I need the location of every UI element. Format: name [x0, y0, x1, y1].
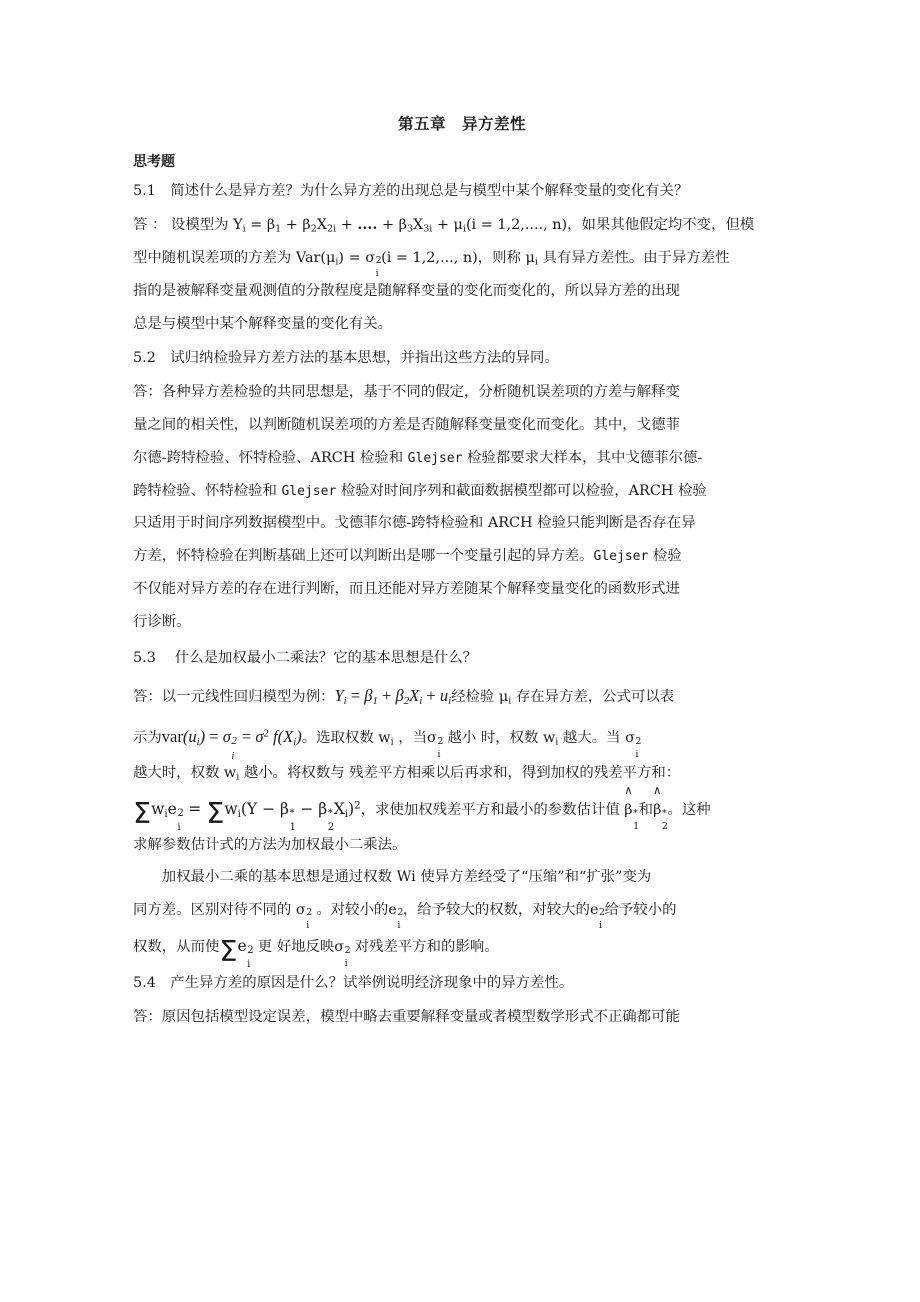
answer-5-1-l2-prefix: 型中随机误差项的方差为	[133, 250, 296, 267]
symbol-w-i-2: $w_i$	[542, 729, 559, 748]
answer-5-1-l2-mid: ，则称	[477, 250, 526, 267]
page-content	[133, 112, 791, 1036]
answer-5-3-l2-d: 越大。当	[558, 729, 626, 746]
answer-5-2-line-5: 只适用于时间序列数据模型中。戈德菲尔德-跨特检验和 ARCH 检验只能判断是否存在异	[133, 515, 696, 532]
formula-simple-regression: $Y_i = \beta_1 + \beta_2X_i + u_i$	[334, 686, 452, 708]
answer-5-3-l1-mid: 经检验	[451, 689, 499, 706]
answer-5-1-line-1	[133, 209, 791, 242]
term-glejser-2: Glejser	[281, 483, 337, 499]
answer-5-2-l6-a: 方差，怀特检验在判断基础上还可以判断出是哪一个变量引起的异方差。	[133, 548, 594, 565]
answer-5-3-l4-and: 和	[638, 801, 654, 818]
answer-5-2-l3-a: 尔德-跨特检验、怀特检验、ARCH 检验和	[133, 449, 408, 466]
formula-variance-5-1: $Var(\mu_i) = \sigma$ 2 i (i = 1,2,..., n)	[295, 250, 478, 280]
answer-5-2-l4-a: 跨特检验、怀特检验和	[133, 482, 282, 499]
section-heading: 思考题	[133, 154, 175, 170]
symbol-sigma-i-sq-3: σ 2 i	[295, 902, 313, 932]
answer-5-4-line-1: 答：原因包括模型设定误差，模型中略去重要解释变量或者模型数学形式不正确都可能	[133, 1009, 680, 1026]
answer-5-3-l2-c: 越小 时，权数	[442, 729, 543, 746]
answer-5-3	[133, 676, 791, 971]
answer-5-3-line-4	[133, 782, 791, 834]
term-glejser-3: Glejser	[593, 549, 649, 565]
symbol-mu-i: $\mu_i$	[525, 250, 538, 268]
formula-var-ui: $var(u_i) = \sigma$ 2 i = $\sigma^2$ $f(X_i)$	[161, 726, 302, 762]
answer-5-3-line-5: 求解参数估计式的方法为加权最小二乘法。	[133, 836, 407, 853]
answer-5-3-l2-prefix: 示为	[133, 729, 162, 746]
symbol-w-i: $w_i$	[378, 729, 394, 748]
answer-5-3-l8-a: 权数，从而使	[133, 939, 220, 956]
symbol-w-i-3: $w_i$	[223, 764, 240, 783]
answer-5-3-l3-b: 越小。将权数与 残差平方相乘以后再求和，得到加权的残差平方和：	[239, 764, 681, 781]
answer-5-3-l2-a: 。选取权数	[301, 729, 379, 746]
answer-5-3-line-8	[133, 927, 791, 971]
symbol-beta-hat-2: ∧ β * 2	[653, 782, 668, 832]
answer-5-1-line-3: 指的是被解释变量观测值的分散程度是随解释变量的变化而变化的，所以异方差的出现	[133, 283, 680, 300]
answer-5-2-l4-b: 检验对时间序列和截面数据模型都可以检验，ARCH 检验	[336, 482, 707, 499]
answer-5-1-line-2	[133, 242, 791, 280]
answer-5-1-prefix: 答 ： 设模型为	[133, 217, 234, 234]
question-5-4: 5.4 产生异方差的原因是什么？试举例说明经济现象中的异方差性。	[133, 974, 574, 991]
formula-weighted-rss: $\Sigma w_ie$ 2 i = $\Sigma w_i(Y - \beta$ * 1 − β * 2 $X_i)^2$	[133, 796, 361, 834]
answer-5-3-l8-c: 对残差平方和的影响。	[350, 939, 499, 956]
symbol-sigma-i-sq-1: σ 2 i	[427, 729, 444, 760]
question-5-2: 5.2 试归纳检验异方差方法的基本思想，并指出这些方法的异同。	[133, 349, 559, 366]
answer-5-2-line-4	[133, 475, 791, 508]
answer-5-2-line-1: 答：各种异方差检验的共同思想是，基于不同的假定，分析随机误差项的方差与解释变	[133, 384, 680, 401]
answer-5-3-l4-mid: ，求使加权残差平方和最小的参数估计值	[360, 801, 625, 818]
answer-5-4	[133, 1001, 791, 1034]
answer-5-3-line-1	[133, 676, 791, 716]
symbol-beta-hat-1: ∧ β * 1	[624, 782, 640, 832]
answer-5-2-line-3	[133, 442, 791, 475]
answer-5-3-l7-a: 同方差。区别对待不同的	[133, 902, 296, 919]
answer-5-3-l2-b: ，当	[393, 729, 428, 746]
answer-5-3-l3-a: 越大时，权数	[133, 764, 224, 781]
answer-5-2-line-8: 行诊断。	[133, 613, 191, 630]
answer-5-3-line-7	[133, 894, 791, 932]
answer-5-2-line-6	[133, 540, 791, 573]
answer-5-1-line-4: 总是与模型中某个解释变量的变化有关。	[133, 315, 393, 332]
symbol-sigma-i-sq-4: σ 2 i	[334, 939, 351, 970]
answer-5-3-l1-prefix: 答：以一元线性回归模型为例：	[133, 689, 335, 706]
answer-5-2	[133, 376, 791, 639]
answer-5-3-l7-c: ，给予较大的权数，对较大的	[402, 902, 590, 919]
answer-5-3-l4-post: 。这种	[667, 801, 711, 818]
answer-5-3-line-6: 加权最小二乘的基本思想是通过权数 Wi 使异方差经受了“压缩”和“扩张”变为	[161, 869, 652, 886]
answer-5-2-line-7: 不仅能对异方差的存在进行判断，而且还能对异方差随某个解释变量变化的函数形式进	[133, 581, 680, 598]
symbol-sigma-i-sq-2: σ 2 i	[625, 729, 642, 760]
answer-5-2-line-2: 量之间的相关性，以判断随机误差项的方差是否随解释变量变化而变化。其中，戈德菲	[133, 416, 680, 433]
symbol-e-i-sq-1: e 2 i	[388, 902, 404, 932]
formula-sum-e-squared: Σe 2 i	[219, 933, 254, 971]
formula-model-5-1: $Y_i = \beta_1 + \beta_2X_{2i}$ + .... + $\beta_3X_{3i} + \mu_i(i = 1,2$,...., n)	[233, 216, 568, 235]
answer-5-3-l1-suffix: 存在异方差，公式可以表	[511, 689, 675, 706]
answer-5-1-suffix: ，如果其他假定均不变，但模	[567, 217, 755, 234]
page-title: 第五章 异方差性	[397, 115, 526, 133]
answer-5-1	[133, 209, 791, 340]
answer-5-3-line-2	[133, 717, 791, 762]
question-5-3: 5.3 什么是加权最小二乘法？它的基本思想是什么？	[133, 649, 478, 666]
term-glejser-1: Glejser	[407, 450, 463, 466]
symbol-mu-i-2: $\mu_i$	[498, 689, 512, 707]
symbol-e-i-sq-2: e 2 i	[589, 902, 606, 932]
question-5-1: 5.1 简述什么是异方差？为什么异方差的出现总是与模型中某个解释变量的变化有关？	[133, 183, 689, 199]
answer-5-1-l2-suffix: 具有异方差性。由于异方差性	[537, 250, 730, 267]
answer-5-2-l3-b: 检验都要求大样本，其中戈德菲尔德-	[462, 449, 703, 466]
answer-5-3-l7-b: 。对较小的	[311, 902, 389, 919]
answer-5-3-l7-d: 给予较小的	[604, 902, 677, 919]
answer-5-2-l6-b: 检验	[648, 548, 682, 565]
answer-5-3-l8-b: 更 好地反映	[253, 939, 335, 956]
